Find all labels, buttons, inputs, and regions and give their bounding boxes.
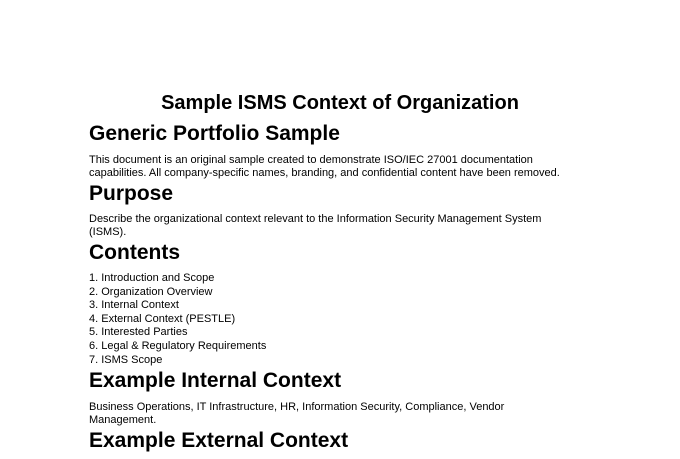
paragraph-line: This document is an original sample created to demonstrate ISO/IEC 27001 documentation bbox=[89, 154, 533, 166]
document-title: Sample ISMS Context of Organization bbox=[161, 92, 519, 114]
paragraph-generic-description bbox=[89, 154, 589, 180]
paragraph-internal-context bbox=[89, 401, 589, 427]
paragraph-purpose bbox=[89, 213, 589, 239]
paragraph-line: capabilities. All company-specific names, branding, and confidential content have been removed. bbox=[89, 167, 560, 179]
heading-purpose: Purpose bbox=[89, 182, 174, 205]
toc-item: 3. Internal Context bbox=[89, 299, 179, 312]
paragraph-line: Management. bbox=[89, 414, 157, 426]
toc-item: 6. Legal & Regulatory Requirements bbox=[89, 339, 267, 352]
table-of-contents bbox=[89, 272, 266, 367]
toc-item: 2. Organization Overview bbox=[89, 285, 213, 298]
toc-item: 1. Introduction and Scope bbox=[89, 272, 215, 284]
heading-example-internal-context: Example Internal Context bbox=[89, 369, 342, 392]
toc-item: 5. Interested Parties bbox=[89, 326, 188, 339]
heading-generic-portfolio-sample: Generic Portfolio Sample bbox=[89, 122, 340, 145]
heading-example-external-context: Example External Context bbox=[89, 429, 349, 452]
toc-item: 4. External Context (PESTLE) bbox=[89, 312, 236, 325]
paragraph-line: Describe the organizational context relevant to the Information Security Management System bbox=[89, 213, 542, 225]
paragraph-line: (ISMS). bbox=[89, 226, 127, 238]
toc-item: 7. ISMS Scope bbox=[89, 353, 163, 366]
paragraph-line: Business Operations, IT Infrastructure, HR, Information Security, Compliance, Vendor bbox=[89, 401, 505, 413]
heading-contents: Contents bbox=[89, 241, 180, 264]
